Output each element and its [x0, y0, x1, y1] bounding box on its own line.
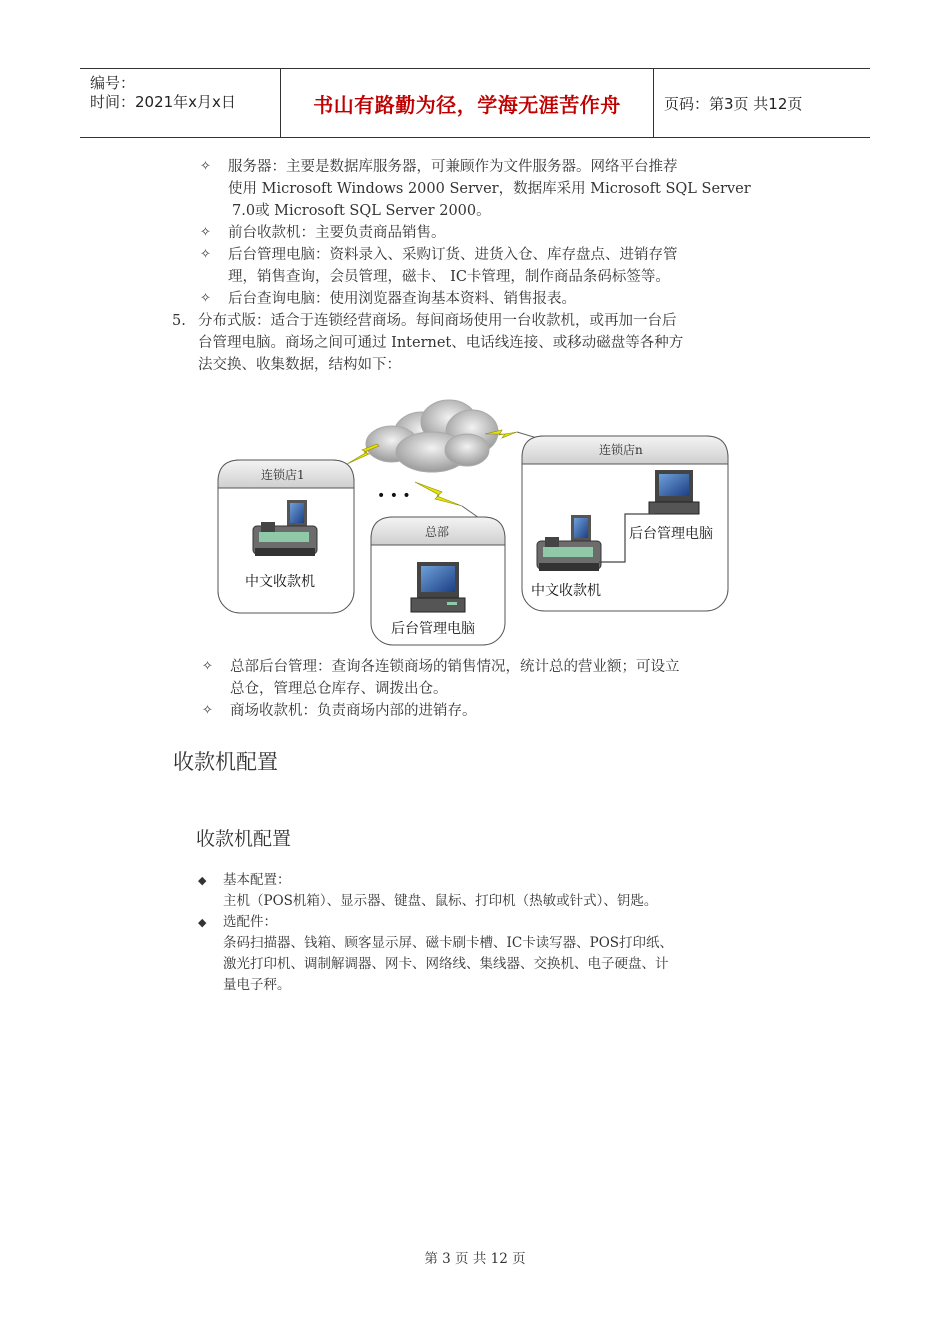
store1-panel — [218, 460, 354, 613]
header-motto-cell — [281, 69, 654, 137]
list-item-line: 理，销售查询，会员管理，磁卡、 IC卡管理，制作商品条码标签等。 — [228, 269, 670, 285]
list-item — [230, 700, 477, 722]
ellipsis-dots: • • • — [377, 488, 411, 504]
optional-config-line: 量电子秤。 — [223, 977, 291, 993]
paragraph-line: 法交换、收集数据，结构如下： — [198, 357, 401, 373]
optional-config-line: 条码扫描器、钱箱、顾客显示屏、磁卡刷卡槽、IC卡读写器、POS打印纸、 — [223, 935, 674, 951]
storen-pc-label: 后台管理电脑 — [629, 526, 713, 542]
paragraph-line: 台管理电脑。商场之间可通过 Internet、电话线连接、或移动磁盘等各种方 — [198, 335, 684, 351]
point-number: 5. — [172, 313, 186, 329]
page-footer: 第 3 页 共 12 页 — [424, 1251, 526, 1267]
point5-paragraph — [198, 310, 683, 376]
list-item-line: 使用 Microsoft Windows 2000 Server，数据库采用 Microsoft SQL Server — [228, 181, 751, 197]
motto: 书山有路勤为径，学海无涯苦作舟 — [313, 92, 621, 117]
store1-pos-label: 中文收款机 — [245, 574, 315, 590]
list-item — [228, 222, 446, 244]
desktop-computer-icon — [411, 562, 465, 612]
storen-panel — [522, 436, 728, 611]
list-item — [230, 656, 680, 700]
list-item-line: 后台查询电脑：使用浏览器查询基本资料、销售报表。 — [228, 291, 576, 307]
page-header — [80, 68, 870, 138]
basic-config-text: 主机（POS机箱）、显示器、键盘、鼠标、打印机（热敏或针式）、钥匙。 — [223, 893, 658, 909]
number-label: 编号： — [90, 74, 136, 92]
diamond-outline-icon: ✧ — [200, 247, 211, 262]
optional-config — [223, 912, 673, 996]
paragraph-line: 分布式版：适合于连锁经营商场。每间商场使用一台收款机，或再加一台后 — [198, 313, 677, 329]
list-item-line: 商场收款机：负责商场内部的进销存。 — [230, 703, 477, 719]
date-label: 时间：2021年x月x日 — [90, 93, 236, 111]
basic-config-title: 基本配置： — [223, 872, 291, 888]
optional-config-title: 选配件： — [223, 914, 277, 930]
diamond-outline-icon: ✧ — [200, 159, 211, 174]
hq-panel — [371, 517, 505, 645]
hq-pc-label: 后台管理电脑 — [391, 621, 475, 637]
diamond-outline-icon: ✧ — [202, 659, 213, 674]
sub-heading: 收款机配置 — [196, 828, 292, 850]
list-item — [228, 244, 678, 288]
list-item-line: 总仓，管理总仓库存、调拨出仓。 — [230, 681, 448, 697]
diamond-solid-icon: ◆ — [198, 874, 207, 887]
list-item-line: 前台收款机：主要负责商品销售。 — [228, 225, 446, 241]
internet-cloud-icon — [366, 400, 498, 472]
list-item — [228, 156, 751, 222]
diamond-outline-icon: ✧ — [202, 703, 213, 718]
basic-config — [223, 870, 657, 912]
section-heading: 收款机配置 — [173, 750, 278, 774]
page-label: 页码：第3页 共12页 — [664, 94, 803, 113]
header-page-cell — [654, 69, 870, 137]
diamond-outline-icon: ✧ — [200, 225, 211, 240]
list-item-line: 后台管理电脑：资料录入、采购订货、进货入仓、库存盘点、进销存管 — [228, 247, 678, 263]
diamond-outline-icon: ✧ — [200, 291, 211, 306]
list-item-line: 服务器：主要是数据库服务器，可兼顾作为文件服务器。网络平台推荐 — [228, 159, 678, 175]
storen-title: 连锁店n — [599, 443, 643, 457]
storen-pos-label: 中文收款机 — [531, 583, 601, 599]
list-item-line: 7.0或 Microsoft SQL Server 2000。 — [232, 203, 491, 219]
hq-title: 总部 — [425, 525, 450, 539]
list-item — [228, 288, 576, 310]
list-item-line: 总部后台管理：查询各连锁商场的销售情况，统计总的营业额；可设立 — [230, 659, 680, 675]
diamond-solid-icon: ◆ — [198, 916, 207, 929]
header-meta-cell — [80, 69, 281, 137]
store1-title: 连锁店1 — [261, 468, 305, 482]
desktop-computer-icon — [649, 470, 699, 514]
network-diagram — [217, 382, 729, 646]
lightning-icon — [415, 482, 462, 506]
optional-config-line: 激光打印机、调制解调器、网卡、网络线、集线器、交换机、电子硬盘、计 — [223, 956, 669, 972]
